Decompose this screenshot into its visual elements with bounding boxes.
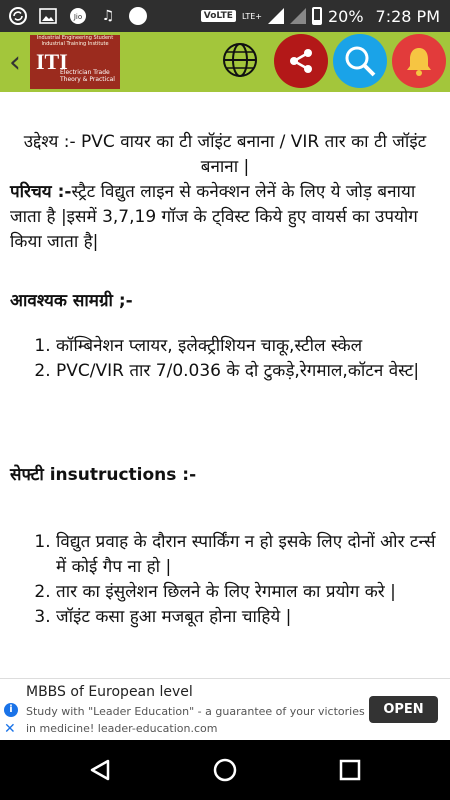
- intro-paragraph: [10, 180, 438, 255]
- article-content: [0, 92, 450, 678]
- ad-title[interactable]: MBBS of European level: [26, 684, 193, 700]
- image-icon: [38, 6, 58, 26]
- battery-percent: 20%: [327, 6, 364, 26]
- logo-sub1: Electrician Trade: [60, 69, 110, 76]
- status-bar: [0, 0, 450, 32]
- iti-logo: [30, 35, 120, 89]
- logo-line2: Industrial Training Institute: [41, 41, 109, 47]
- list-item: 3. जॉइंट कसा हुआ मजबूत होना चाहिये |: [56, 605, 436, 630]
- materials-list: [0, 334, 433, 384]
- back-icon[interactable]: ‹: [9, 44, 21, 80]
- svg-text:Jio: Jio: [73, 13, 83, 21]
- globe-icon[interactable]: [222, 42, 258, 78]
- info-icon[interactable]: i: [4, 703, 18, 717]
- app-bar: [0, 32, 450, 92]
- safety-heading: सेफ्टी insutructions :-: [10, 465, 197, 485]
- bell-icon[interactable]: [392, 34, 446, 88]
- intro-text: स्ट्रैट विद्युत लाइन से कनेक्शन लेनें के लिए ये जोड़ बनाया जाता है |इसमें 3,7,19 गॉज के ट्विस्ट किये हुए वायर्स का उपयोग किया जाता है|: [10, 182, 418, 252]
- clock: 7:28 PM: [375, 6, 440, 26]
- recents-square-icon[interactable]: [338, 758, 362, 786]
- signal-icon-secondary: [290, 8, 306, 24]
- circle-icon: [128, 6, 148, 26]
- signal-icon: [268, 8, 284, 24]
- logo-title: ITI: [36, 49, 68, 74]
- logo-subtitle: [60, 69, 115, 83]
- jio-icon: [68, 6, 88, 26]
- music-icon: ♫: [101, 8, 115, 24]
- navigation-bar: [0, 740, 450, 800]
- objective-text: उद्देश्य :- PVC वायर का टी जॉइंट बनाना / VIR तार का टी जॉइंट बनाना |: [23, 132, 427, 177]
- volte-badge: VoLTE: [201, 10, 236, 22]
- battery-icon: [312, 7, 322, 25]
- ad-banner[interactable]: [0, 678, 450, 741]
- ad-open-button[interactable]: OPEN: [369, 696, 438, 723]
- intro-label: परिचय :-: [10, 182, 72, 202]
- lte-label: LTE+: [241, 11, 262, 21]
- back-triangle-icon[interactable]: [88, 758, 112, 786]
- close-icon[interactable]: ✕: [4, 721, 16, 737]
- search-icon[interactable]: [333, 34, 387, 88]
- list-item: 2. तार का इंसुलेशन छिलने के लिए रेगमाल का प्रयोग करे |: [56, 580, 436, 605]
- list-item: 1. कॉम्बिनेशन प्लायर, इलेक्ट्रीशियन चाकू,स्टील स्केल: [56, 334, 419, 359]
- list-item: 1. विद्युत प्रवाह के दौरान स्पार्किंग न हो इसके लिए दोनों ओर टर्न्स में कोई गैप ना हो |: [56, 530, 436, 580]
- safety-list: [0, 530, 450, 630]
- list-item: 2. PVC/VIR तार 7/0.036 के दो टुकड़े,रेगमाल,कॉटन वेस्ट|: [56, 359, 419, 384]
- share-icon[interactable]: [274, 34, 328, 88]
- ad-text[interactable]: Study with "Leader Education" - a guarantee of your victories in medicine! leader-education.com: [26, 705, 365, 735]
- logo-line1: Industrial Engineering Student: [36, 35, 114, 41]
- sync-icon: [8, 6, 28, 26]
- logo-sub2: Theory & Practical: [60, 76, 115, 83]
- materials-heading: आवश्यक सामग्री ;-: [10, 291, 133, 311]
- home-circle-icon[interactable]: [213, 758, 237, 786]
